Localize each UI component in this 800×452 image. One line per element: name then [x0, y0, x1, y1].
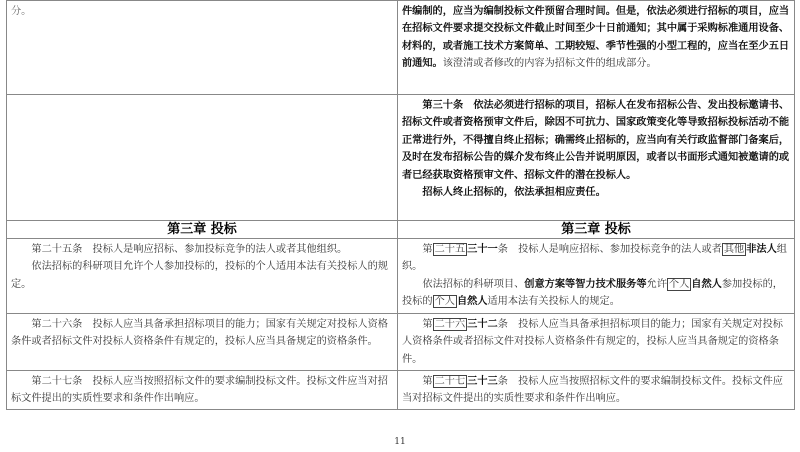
new-article-31: 第 二十五 三十一条 投标人是响应招标、参加投标竞争的法人或者 其他 非法人组织。 [402, 243, 787, 273]
table-row [7, 239, 795, 314]
new-text-cell [398, 239, 795, 314]
inserted-text: 自然人 [691, 277, 722, 290]
inserted-text: 创意方案等智力技术服务等 [524, 277, 647, 290]
old-article-26: 第二十六条 投标人应当具备承担招标项目的能力；国家有关规定对投标人资格条件或者招标文件对投标人资格条件有规定的，投标人应当具备规定的资格条件。 [11, 319, 388, 348]
new-article-32: 第 二十六 三十二条 投标人应当具备承担招标项目的能力；国家有关规定对投标人资格条件或者招标文件对投标人资格条件有规定的，投标人应当具备规定的资格条件。 [402, 318, 783, 365]
chapter-heading-new: 第三章 投标 [398, 221, 795, 239]
table-row [7, 1, 795, 95]
new-text-cell [398, 1, 795, 95]
new-article-33: 第 二十七 三十三条 投标人应当按照招标文件的要求编制投标文件。投标文件应当对招标文件提出的实质性要求和条件作出响应。 [402, 375, 783, 405]
old-article-25-paragraph-2: 依法招标的科研项目允许个人参加投标的，投标的个人适用本法有关投标人的规定。 [11, 261, 388, 290]
old-text-cell [7, 1, 398, 95]
article-30-paragraph-2: 招标人终止招标的，依法承担相应责任。 [422, 186, 606, 199]
new-text-cell [398, 314, 795, 371]
table-row [7, 95, 795, 221]
page-number: 11 [394, 437, 406, 447]
deleted-number: 二十五 [434, 244, 466, 255]
inserted-number: 三十一 [467, 243, 498, 255]
old-article-25: 第二十五条 投标人是响应招标、参加投标竞争的法人或者其他组织。 [31, 244, 348, 255]
article-30-text: 第三十条 依法必须进行招标的项目，招标人在发布招标公告、发出投标邀请书、招标文件或者资格预审文件后，除因不可抗力、国家政策变化等导致招标投标活动不能正常进行外，不得擅自终止招标；确需终止招标的，应当向有关行政监督部门备案后，及时在发布招标公告的媒介发布终止公告并说明原因，或者以书面形式通知被邀请的或者已经获取资格预审文件、招标文件的潜在投标人。 [402, 99, 790, 181]
chapter-heading-row [7, 221, 795, 239]
table-row [7, 314, 795, 371]
new-text-cell [398, 371, 795, 410]
old-article-27: 第二十七条 投标人应当按照招标文件的要求编制投标文件。投标文件应当对招标文件提出的实质性要求和条件作出响应。 [11, 376, 388, 405]
chapter-heading-old: 第三章 投标 [7, 221, 398, 239]
new-text-cell [398, 95, 795, 221]
old-text: 分。 [11, 6, 32, 17]
new-article-31-paragraph-2: 依法招标的科研项目、创意方案等智力技术服务等允许 个人 自然人参加投标的，投标的 个人 自然人适用本法有关投标人的规定。 [402, 277, 783, 308]
deleted-number: 二十六 [434, 319, 466, 330]
new-text-plain: 该澄清或者修改的内容为招标文件的组成部分。 [442, 58, 657, 70]
table-row [7, 371, 795, 410]
deleted-number: 二十七 [434, 376, 466, 387]
inserted-text: 自然人 [456, 295, 488, 308]
inserted-number: 三十二 [467, 318, 498, 330]
deleted-text: 个人 [434, 296, 455, 308]
inserted-number: 三十三 [467, 375, 498, 387]
comparison-table [6, 0, 795, 410]
old-text-cell [7, 314, 398, 371]
inserted-text: 非法人 [746, 243, 777, 255]
deleted-text: 个人 [668, 278, 690, 290]
old-text-cell [7, 95, 398, 221]
old-text-cell [7, 239, 398, 314]
old-text-cell [7, 371, 398, 410]
deleted-text: 其他 [723, 244, 745, 255]
new-text-bold: 件编制的，应当为编制投标文件预留合理时间。但是，依法必须进行招标的项目，应当在招标文件要求提交投标文件截止时间至少十日前通知；其中属于采购标准通用设备、材料的，或者施工技术方案简单、工期较短、季节性强的小型工程的，应当在至少五日前通知。 [402, 5, 790, 70]
